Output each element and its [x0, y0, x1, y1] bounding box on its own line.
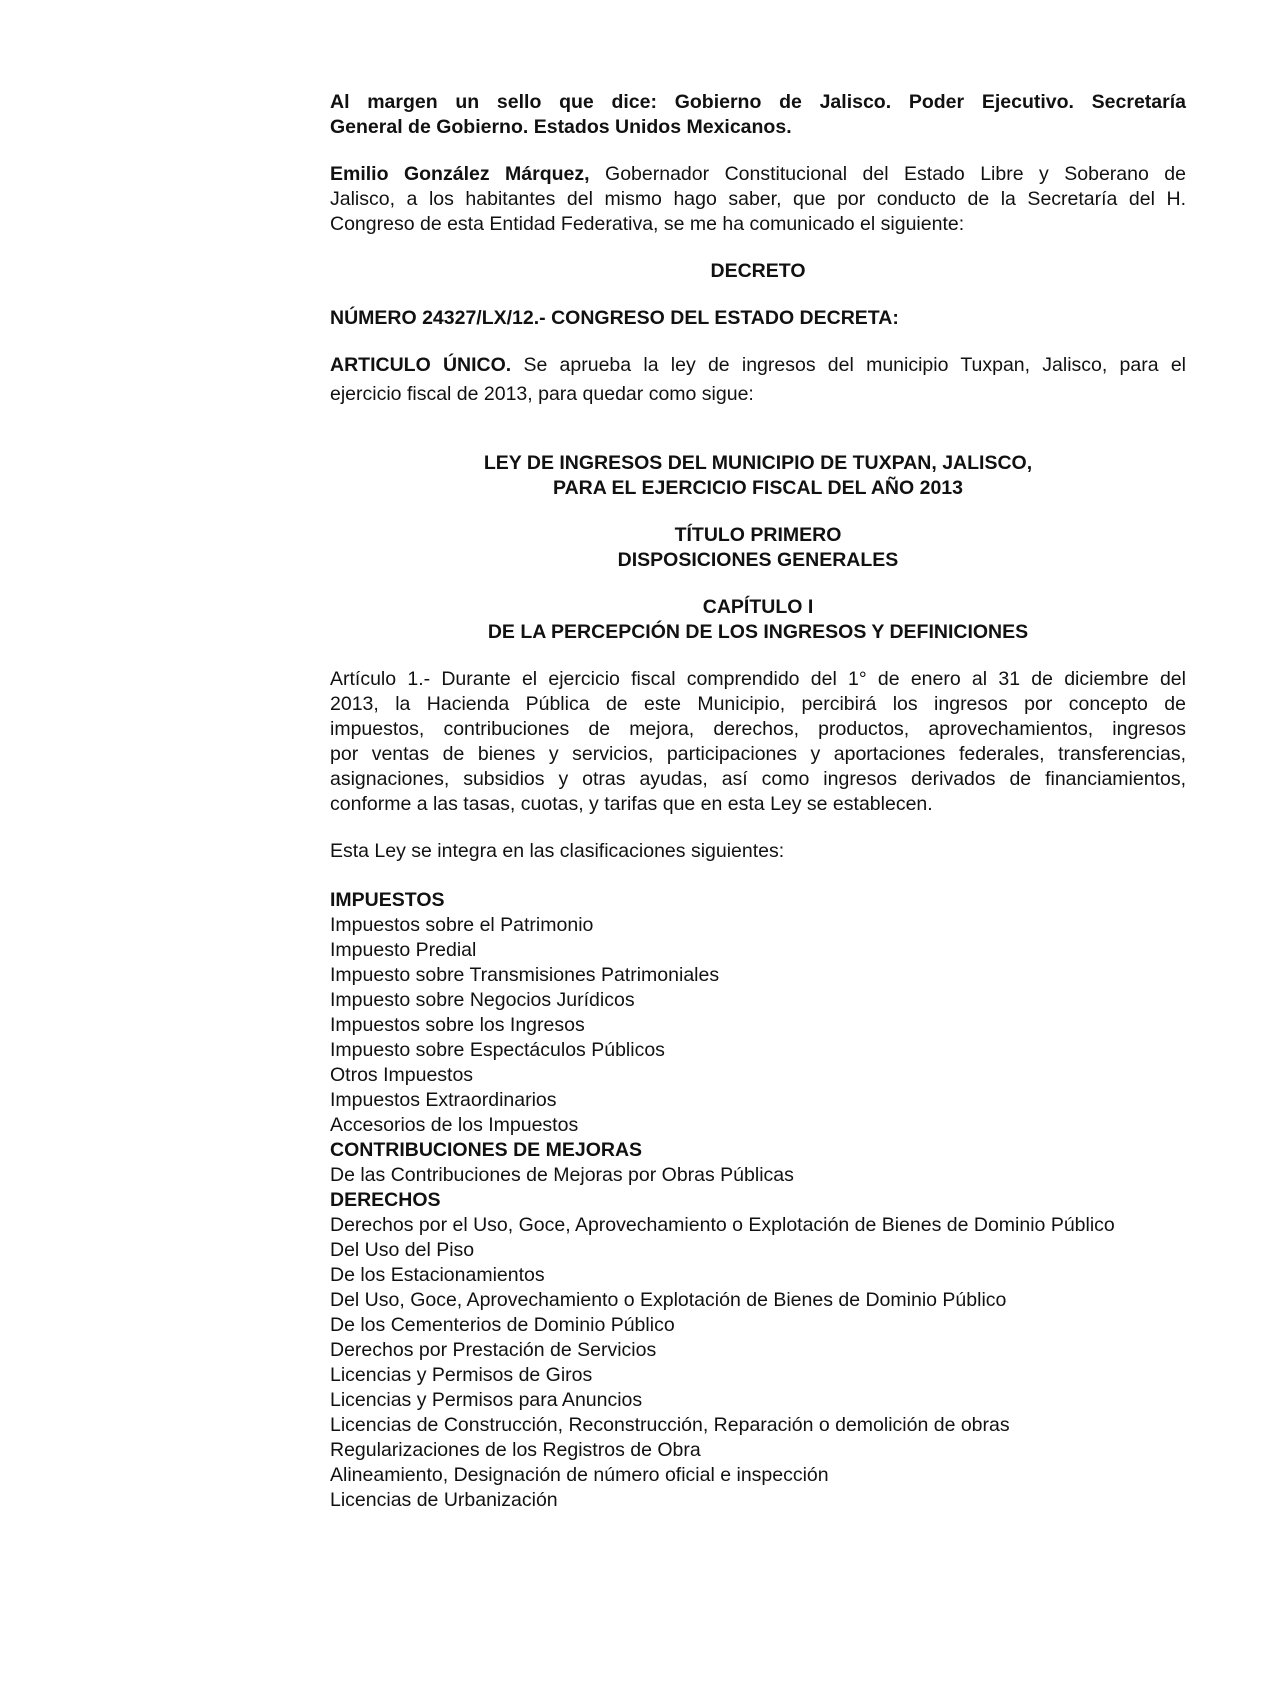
- intro-line: Congreso de esta Entidad Federativa, se me ha comunicado el siguiente:: [330, 213, 965, 235]
- margin-note-line: General de Gobierno. Estados Unidos Mexicanos.: [330, 116, 792, 138]
- articulo-1: [330, 667, 1186, 817]
- classification-item: Impuestos Extraordinarios: [330, 1089, 557, 1111]
- articulo-unico-line-1: ARTICULO ÚNICO. Se aprueba la ley de ingresos del municipio Tuxpan, Jalisco, para el: [330, 354, 1187, 376]
- titulo-heading: [330, 523, 1186, 573]
- clasificaciones-list: [330, 888, 1186, 1513]
- decreto-number: NÚMERO 24327/LX/12.- CONGRESO DEL ESTADO DECRETA:: [330, 307, 899, 329]
- capitulo-line: CAPÍTULO I: [702, 596, 814, 618]
- articulo-unico: [330, 353, 1186, 407]
- governor-name: Emilio González Márquez,: [330, 163, 590, 185]
- classification-item: Impuestos sobre el Patrimonio: [330, 914, 594, 936]
- law-title-line: PARA EL EJERCICIO FISCAL DEL AÑO 2013: [553, 477, 963, 499]
- titulo-line: TÍTULO PRIMERO: [674, 524, 842, 546]
- intro-line-1: Emilio González Márquez, Gobernador Constitucional del Estado Libre y Soberano de: [330, 163, 1186, 185]
- classification-item: Licencias y Permisos de Giros: [330, 1364, 593, 1386]
- intro-paragraph: [330, 162, 1186, 237]
- document-page: [330, 90, 1186, 1513]
- intro-line: Jalisco, a los habitantes del mismo hago saber, que por conducto de la Secretaría del H.: [330, 188, 1186, 210]
- titulo-line: DISPOSICIONES GENERALES: [617, 549, 899, 571]
- articulo-1-line: por ventas de bienes y servicios, participaciones y aportaciones federales, transferencias,: [330, 743, 1186, 765]
- articulo-1-line: impuestos, contribuciones de mejora, derechos, productos, aprovechamientos, ingresos: [330, 718, 1186, 740]
- decreto-title: DECRETO: [710, 260, 806, 282]
- classification-item: Accesorios de los Impuestos: [330, 1114, 579, 1136]
- classification-item: Otros Impuestos: [330, 1064, 474, 1086]
- classification-item: De las Contribuciones de Mejoras por Obras Públicas: [330, 1164, 794, 1186]
- margin-note-line: Al margen un sello que dice: Gobierno de Jalisco. Poder Ejecutivo. Secretaría: [330, 91, 1186, 113]
- classification-item: De los Cementerios de Dominio Público: [330, 1314, 675, 1336]
- articulo-1-line: Artículo 1.- Durante el ejercicio fiscal comprendido del 1° de enero al 31 de diciembre del: [330, 668, 1186, 690]
- classification-item: Derechos por Prestación de Servicios: [330, 1339, 657, 1361]
- law-title: [330, 451, 1186, 501]
- clasificaciones-intro: Esta Ley se integra en las clasificaciones siguientes:: [330, 840, 785, 862]
- articulo-unico-line-2: ejercicio fiscal de 2013, para quedar como sigue:: [330, 383, 754, 405]
- capitulo-line: DE LA PERCEPCIÓN DE LOS INGRESOS Y DEFINICIONES: [487, 621, 1029, 643]
- classification-item: Del Uso del Piso: [330, 1239, 475, 1261]
- classification-item: Alineamiento, Designación de número oficial e inspección: [330, 1464, 829, 1486]
- classification-item: Impuesto sobre Transmisiones Patrimoniales: [330, 964, 720, 986]
- classification-item: Impuestos sobre los Ingresos: [330, 1014, 585, 1036]
- capitulo-heading: [330, 595, 1186, 645]
- margin-note: [330, 90, 1186, 140]
- classification-item: Impuesto Predial: [330, 939, 477, 961]
- classification-item: Licencias y Permisos para Anuncios: [330, 1389, 643, 1411]
- articulo-1-line: 2013, la Hacienda Pública de este Municipio, percibirá los ingresos por concepto de: [330, 693, 1186, 715]
- articulo-1-line: conforme a las tasas, cuotas, y tarifas que en esta Ley se establecen.: [330, 793, 933, 815]
- classification-item: Impuesto sobre Negocios Jurídicos: [330, 989, 635, 1011]
- classification-item: De los Estacionamientos: [330, 1264, 545, 1286]
- classification-item: Regularizaciones de los Registros de Obra: [330, 1439, 701, 1461]
- classification-heading: DERECHOS: [330, 1189, 441, 1211]
- articulo-unico-label: ARTICULO ÚNICO.: [330, 354, 512, 376]
- classification-item: Derechos por el Uso, Goce, Aprovechamiento o Explotación de Bienes de Dominio Público: [330, 1214, 1115, 1236]
- articulo-1-line: asignaciones, subsidios y otras ayudas, así como ingresos derivados de financiamientos,: [330, 768, 1186, 790]
- classification-item: Impuesto sobre Espectáculos Públicos: [330, 1039, 665, 1061]
- classification-heading: IMPUESTOS: [330, 889, 445, 911]
- classification-item: Licencias de Urbanización: [330, 1489, 558, 1511]
- classification-item: Del Uso, Goce, Aprovechamiento o Explotación de Bienes de Dominio Público: [330, 1289, 1007, 1311]
- classification-heading: CONTRIBUCIONES DE MEJORAS: [330, 1139, 643, 1161]
- law-title-line: LEY DE INGRESOS DEL MUNICIPIO DE TUXPAN, JALISCO,: [483, 452, 1033, 474]
- classification-item: Licencias de Construcción, Reconstrucción, Reparación o demolición de obras: [330, 1414, 1010, 1436]
